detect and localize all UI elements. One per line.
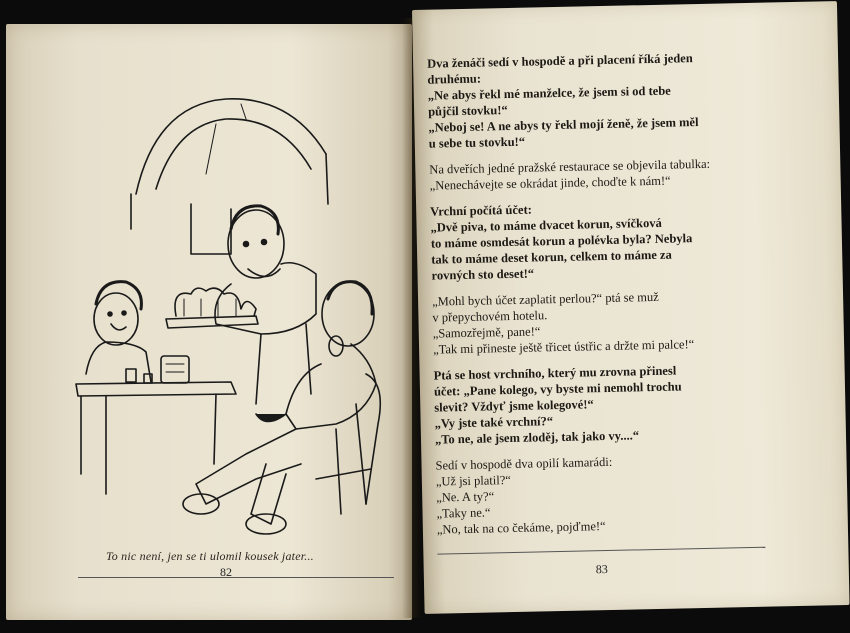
cartoon-caption: To nic není, jen se ti ulomil kousek jater... [106,549,314,563]
joke-line: „Tak mi přineste ještě třicet ústřic a držte mi palce!“ [432,337,695,357]
joke-line: druhému: [427,71,482,87]
cartoon-illustration [66,84,396,544]
jokes-text [427,48,827,548]
joke-paragraph [433,359,825,447]
joke-paragraph [430,195,822,283]
joke-line: „Už jsi platil?“ [435,473,511,489]
joke-line: „Samozřejmě, pane!“ [432,324,541,341]
joke-line: to máme osmdesát korun a polévka byla? Nebyla [430,231,693,251]
joke-line: rovných sto deset!“ [431,266,535,283]
right-page [412,1,850,614]
joke-line: u sebe tu stovku!“ [428,134,526,151]
joke-paragraph [427,48,819,152]
joke-line: „Mohl bych účet zaplatit perlou?“ ptá se muž [431,289,659,309]
joke-line: „No, tak na co čekáme, pojďme!“ [436,519,606,537]
joke-line: tak to máme deset korun, celkem to máme za [431,247,672,267]
joke-line: v přepychovém hotelu. [432,308,548,325]
joke-line: „Nenechávejte se okrádat jinde, choďte k nám!“ [429,173,671,193]
joke-line: slevit? Vždyť jsme kolegové!“ [434,397,594,415]
page-number-left: 82 [220,565,232,579]
joke-line: Sedí v hospodě dva opilí kamarádi: [435,454,613,473]
joke-paragraph [432,285,823,357]
joke-line: „Taky ne.“ [436,505,491,521]
left-page [6,24,412,620]
page-number-right: 83 [595,562,608,577]
joke-line: Ptá se host vrchního, který mu zrovna přinesl [433,363,677,383]
joke-line: Dva ženáči sedí v hospodě a při placení říká jeden [426,51,693,71]
joke-line: účet: „Pane kolego, vy byste mi nemohl trochu [433,379,682,399]
footer-rule [437,547,765,555]
joke-line: „Vy jste také vrchní?“ [434,414,554,431]
joke-line: „Dvě piva, to máme dvacet korun, svíčková [430,215,662,235]
joke-line: „Neboj se! A ne abys ty řekl mojí ženě, že jsem měl [428,115,699,135]
footer-rule [78,577,394,578]
joke-paragraph [435,449,827,537]
joke-line: „Ne. A ty?“ [436,489,495,505]
joke-line: Vrchní počítá účet: [430,202,532,219]
joke-line: „Ne abys řekl mé manželce, že jsem si od tebe [427,83,671,103]
joke-paragraph [429,154,820,194]
joke-line: Na dveřích jedné pražské restaurace se objevila tabulka: [429,156,711,177]
joke-line: „To ne, ale jsem zloděj, tak jako vy....“ [434,428,640,447]
joke-line: půjčil stovku!“ [427,103,508,119]
